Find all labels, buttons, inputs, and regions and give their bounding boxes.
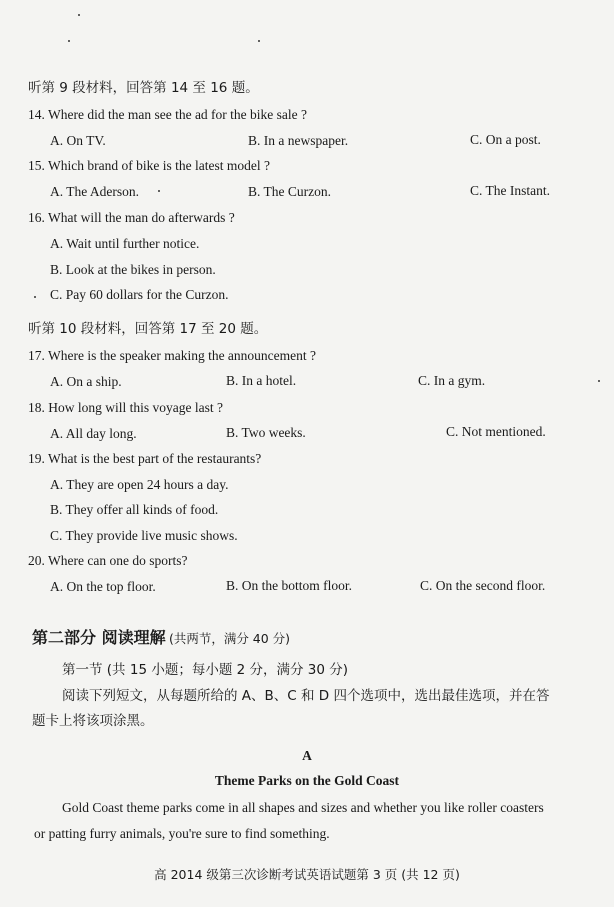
scan-speck <box>34 296 36 298</box>
q18-question: 18. How long will this voyage last ? <box>28 400 223 415</box>
q15-question: 15. Which brand of bike is the latest model ? <box>28 158 270 173</box>
q18-option-a: A. All day long. <box>50 426 137 441</box>
passage-title: Theme Parks on the Gold Coast <box>214 773 400 788</box>
q16-option-c: C. Pay 60 dollars for the Curzon. <box>50 287 229 302</box>
section1-title: 第一节 (共 15 小题；每小题 2 分，满分 30 分) <box>62 662 349 678</box>
passage-paragraph-line1: Gold Coast theme parks come in all shapes and sizes and whether you like roller coasters <box>62 800 544 815</box>
q19-option-b: B. They offer all kinds of food. <box>50 502 219 517</box>
q14-option-c: C. On a post. <box>470 132 541 147</box>
passage-letter: A <box>302 748 312 763</box>
q17-question: 17. Where is the speaker making the announcement ? <box>28 348 317 363</box>
q14-option-b: B. In a newspaper. <box>248 133 349 148</box>
scan-speck <box>598 380 600 382</box>
section9-heading: 听第 9 段材料，回答第 14 至 16 题。 <box>28 80 259 96</box>
page-footer: 高 2014 级第三次诊断考试英语试题第 3 页 (共 12 页) <box>154 867 460 882</box>
q18-option-b: B. Two weeks. <box>226 425 306 440</box>
scan-speck <box>78 14 80 16</box>
q15-option-a: A. The Aderson. <box>50 184 139 199</box>
section1-instruction-line2: 题卡上将该项涂黑。 <box>32 713 154 729</box>
q14-question: 14. Where did the man see the ad for the bike sale ? <box>28 107 308 122</box>
scan-speck <box>258 40 260 42</box>
q19-option-c: C. They provide live music shows. <box>50 528 238 543</box>
q15-option-b: B. The Curzon. <box>248 184 331 199</box>
q17-option-b: B. In a hotel. <box>226 373 297 388</box>
q20-option-b: B. On the bottom floor. <box>226 578 352 593</box>
part2-heading <box>32 628 290 649</box>
part2-note: (共两节，满分 40 分) <box>168 631 291 646</box>
part2-title: 第二部分 阅读理解 <box>32 628 166 647</box>
q18-option-c: C. Not mentioned. <box>446 424 546 439</box>
q20-question: 20. Where can one do sports? <box>28 553 188 568</box>
q16-option-b: B. Look at the bikes in person. <box>50 262 216 277</box>
q20-option-c: C. On the second floor. <box>420 578 546 593</box>
q16-question: 16. What will the man do afterwards ? <box>28 210 235 225</box>
q20-option-a: A. On the top floor. <box>50 579 156 594</box>
scan-speck <box>158 190 160 192</box>
q15-option-c: C. The Instant. <box>470 183 550 198</box>
q19-question: 19. What is the best part of the restaurants? <box>28 451 262 466</box>
q19-option-a: A. They are open 24 hours a day. <box>50 477 229 492</box>
q17-option-a: A. On a ship. <box>50 374 122 389</box>
q14-option-a: A. On TV. <box>50 133 106 148</box>
q17-option-c: C. In a gym. <box>418 373 486 388</box>
section1-instruction-line1: 阅读下列短文，从每题所给的 A、B、C 和 D 四个选项中，选出最佳选项，并在答 <box>62 688 550 704</box>
passage-paragraph-line2: or patting furry animals, you're sure to find something. <box>34 826 330 841</box>
scan-speck <box>68 40 70 42</box>
q16-option-a: A. Wait until further notice. <box>50 236 200 251</box>
section10-heading: 听第 10 段材料，回答第 17 至 20 题。 <box>28 321 268 337</box>
